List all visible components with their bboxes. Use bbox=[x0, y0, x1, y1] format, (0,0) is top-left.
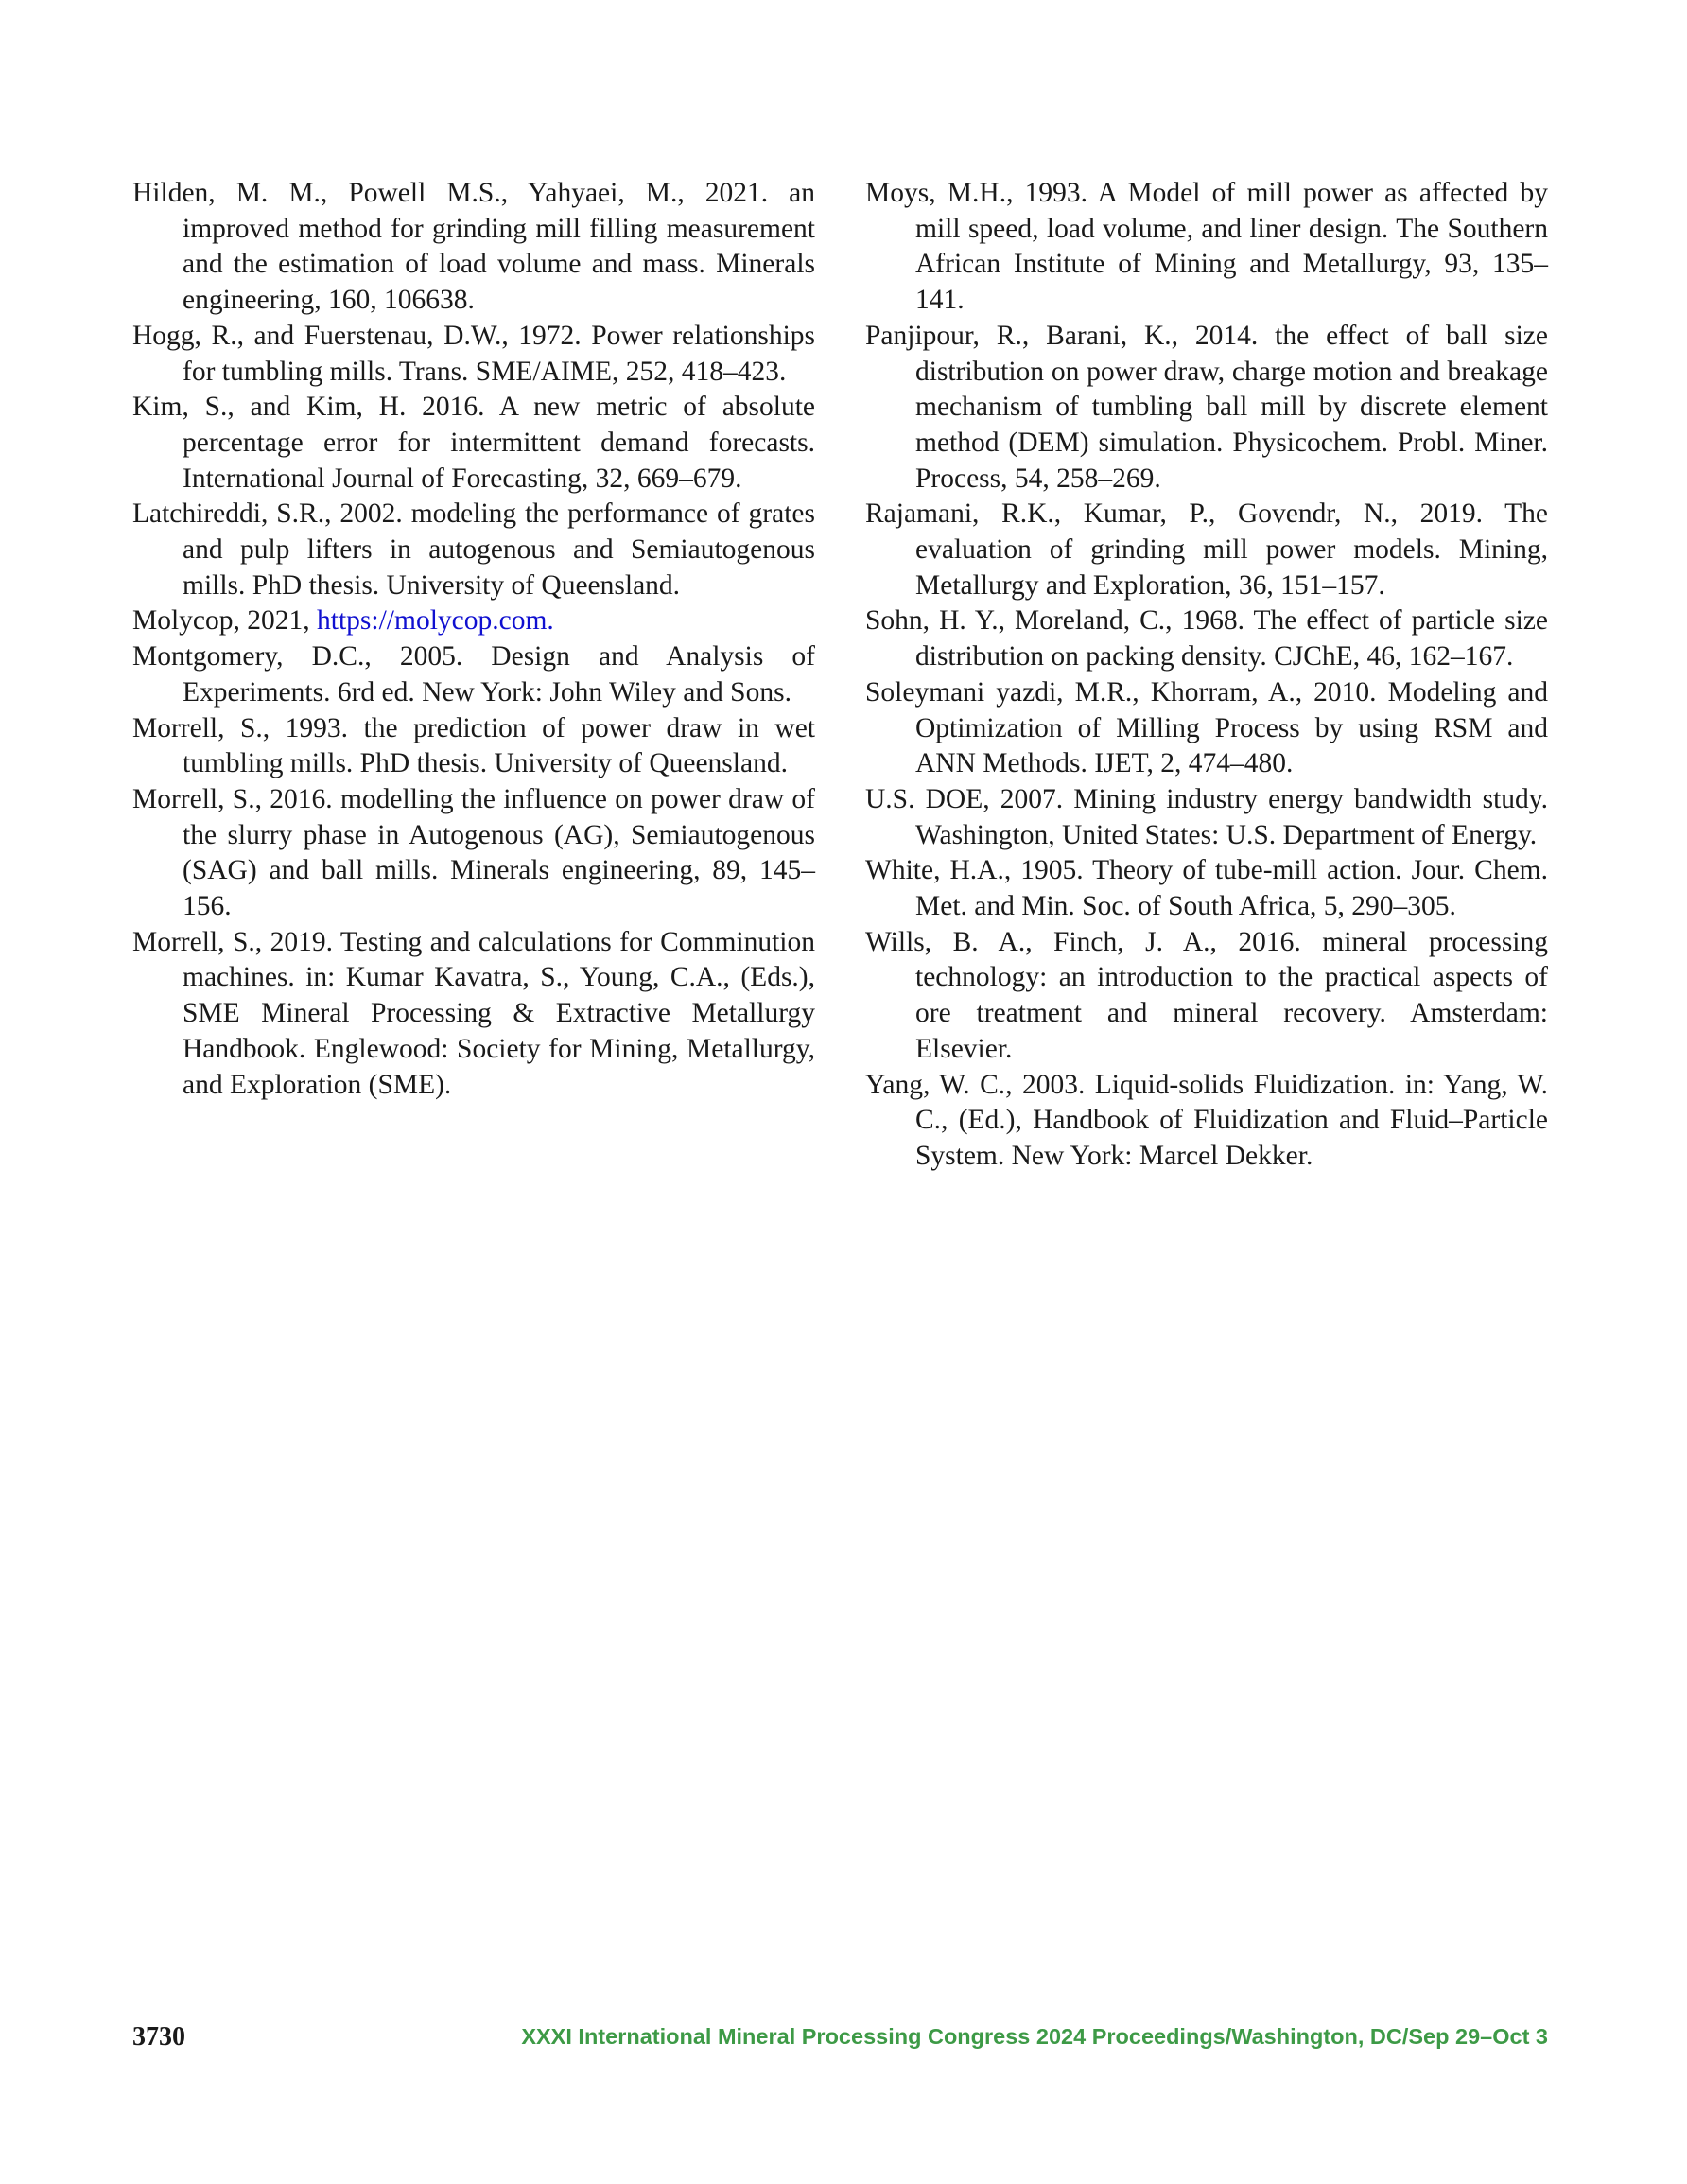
reference-entry: Montgomery, D.C., 2005. Design and Analysis of Experiments. 6rd ed. New York: John Wiley and Sons. bbox=[132, 641, 815, 708]
page-footer bbox=[132, 2022, 1548, 2060]
reference-entry: Hilden, M. M., Powell M.S., Yahyaei, M., 2021. an improved method for grinding mill filling measurement and the estimation of load volume and mass. Minerals engineering, 160, 106638. bbox=[132, 178, 815, 316]
reference-entry: Hogg, R., and Fuerstenau, D.W., 1972. Power relationships for tumbling mills. Trans. SME/AIME, 252, 418–423. bbox=[132, 320, 815, 387]
reference-entry: Wills, B. A., Finch, J. A., 2016. mineral processing technology: an introduction to the practical aspects of ore treatment and mineral recovery. Amsterdam: Elsevier. bbox=[865, 926, 1548, 1064]
reference-entry: Moys, M.H., 1993. A Model of mill power as affected by mill speed, load volume, and liner design. The Southern African Institute of Mining and Metallurgy, 93, 135–141. bbox=[865, 178, 1548, 316]
reference-entry: Panjipour, R., Barani, K., 2014. the effect of ball size distribution on power draw, charge motion and breakage mechanism of tumbling ball mill by discrete element method (DEM) simulation. Physicochem. Probl. Miner. Process, 54, 258–269. bbox=[865, 320, 1548, 494]
references-right-column bbox=[865, 176, 1548, 1175]
reference-entry: Morrell, S., 2016. modelling the influence on power draw of the slurry phase in Autogenous (AG), Semiautogenous (SAG) and ball mills. Minerals engineering, 89, 145–156. bbox=[132, 783, 815, 922]
running-title: XXXI International Mineral Processing Congress 2024 Proceedings/Washington, DC/Sep 29–Oct 3 bbox=[521, 2024, 1548, 2049]
molycop-link[interactable]: https://molycop.com. bbox=[317, 605, 554, 637]
reference-entry: White, H.A., 1905. Theory of tube-mill action. Jour. Chem. Met. and Min. Soc. of South Africa, 5, 290–305. bbox=[865, 855, 1548, 922]
reference-entry: Rajamani, R.K., Kumar, P., Govendr, N., 2019. The evaluation of grinding mill power models. Mining, Metallurgy and Exploration, 36, 151–157. bbox=[865, 498, 1548, 601]
reference-entry: Yang, W. C., 2003. Liquid-solids Fluidization. in: Yang, W. C., (Ed.), Handbook of Fluidization and Fluid–Particle System. New York: Marcel Dekker. bbox=[865, 1069, 1548, 1171]
page-number: 3730 bbox=[132, 2022, 185, 2052]
reference-entry: Latchireddi, S.R., 2002. modeling the performance of grates and pulp lifters in autogenous and Semiautogenous mills. PhD thesis. University of Queensland. bbox=[132, 498, 815, 601]
reference-entry: Morrell, S., 2019. Testing and calculations for Comminution machines. in: Kumar Kavatra, S., Young, C.A., (Eds.), SME Mineral Processing & Extractive Metallurgy Handbook. Englewood: Society for Mining, Metallurgy, and Exploration (SME). bbox=[132, 926, 815, 1100]
reference-entry: Kim, S., and Kim, H. 2016. A new metric of absolute percentage error for intermittent demand forecasts. International Journal of Forecasting, 32, 669–679. bbox=[132, 392, 815, 494]
references-left-column bbox=[132, 176, 815, 1103]
reference-entry-molycop bbox=[132, 603, 815, 639]
reference-entry: U.S. DOE, 2007. Mining industry energy bandwidth study. Washington, United States: U.S. Department of Energy. bbox=[865, 783, 1548, 850]
reference-entry: Morrell, S., 1993. the prediction of power draw in wet tumbling mills. PhD thesis. University of Queensland. bbox=[132, 712, 815, 779]
reference-text: Molycop, 2021, bbox=[132, 605, 318, 637]
reference-entry: Sohn, H. Y., Moreland, C., 1968. The effect of particle size distribution on packing density. CJChE, 46, 162–167. bbox=[865, 605, 1548, 673]
reference-entry: Soleymani yazdi, M.R., Khorram, A., 2010. Modeling and Optimization of Milling Process by using RSM and ANN Methods. IJET, 2, 474–480. bbox=[865, 676, 1548, 779]
